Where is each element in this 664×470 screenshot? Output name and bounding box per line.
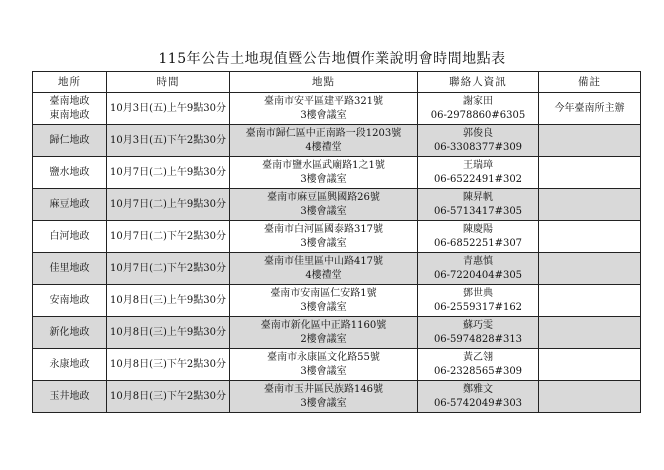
cell-place-line: 3樓會議室 bbox=[300, 237, 347, 249]
cell-time: 10月8日(三)上午9點30分 bbox=[107, 285, 230, 317]
cell-contact-line: 蘇巧雯 bbox=[463, 319, 493, 331]
cell-contact-line: 鄭雅文 bbox=[463, 383, 493, 395]
cell-office bbox=[33, 381, 107, 413]
cell-contact bbox=[418, 189, 539, 221]
table-body bbox=[33, 93, 641, 413]
table-header-row bbox=[33, 72, 641, 93]
cell-contact-line: 06-2559317#162 bbox=[433, 301, 523, 313]
cell-place bbox=[230, 157, 418, 189]
cell-place bbox=[230, 93, 418, 125]
cell-place-line: 3樓會議室 bbox=[300, 109, 347, 121]
cell-office-line: 臺南地政 bbox=[49, 95, 90, 107]
cell-contact bbox=[418, 221, 539, 253]
table-row bbox=[33, 189, 641, 221]
table-row bbox=[33, 349, 641, 381]
cell-contact-line: 謝家田 bbox=[463, 95, 493, 107]
table-row bbox=[33, 125, 641, 157]
cell-note bbox=[539, 317, 641, 349]
cell-office-line: 新化地政 bbox=[49, 326, 90, 338]
cell-place bbox=[230, 285, 418, 317]
cell-office-line: 東南地政 bbox=[49, 109, 90, 121]
cell-time: 10月3日(五)下午2點30分 bbox=[107, 125, 230, 157]
cell-contact-line: 鄧世典 bbox=[463, 287, 493, 299]
cell-note bbox=[539, 285, 641, 317]
cell-contact bbox=[418, 125, 539, 157]
cell-place bbox=[230, 189, 418, 221]
table-row bbox=[33, 285, 641, 317]
cell-office bbox=[33, 157, 107, 189]
cell-time: 10月7日(二)下午2點30分 bbox=[107, 253, 230, 285]
cell-place bbox=[230, 349, 418, 381]
cell-office-line: 永康地政 bbox=[49, 358, 90, 370]
cell-place-line: 3樓會議室 bbox=[300, 173, 347, 185]
cell-place-line: 臺南市安南區仁安路1號 bbox=[270, 287, 377, 299]
cell-place-line: 臺南市歸仁區中正南路一段1203號 bbox=[245, 127, 402, 139]
cell-place-line: 臺南市安平區建平路321號 bbox=[263, 95, 384, 107]
cell-place-line: 4樓禮堂 bbox=[305, 141, 342, 153]
cell-contact bbox=[418, 285, 539, 317]
cell-time: 10月7日(二)上午9點30分 bbox=[107, 189, 230, 221]
cell-place bbox=[230, 381, 418, 413]
cell-office bbox=[33, 221, 107, 253]
cell-office-line: 歸仁地政 bbox=[49, 134, 90, 146]
document-title: 115年公告土地現值暨公告地價作業說明會時間地點表 bbox=[158, 51, 506, 67]
cell-place-line: 臺南市白河區國泰路317號 bbox=[263, 223, 384, 235]
cell-contact-line: 青惠慎 bbox=[463, 255, 493, 267]
cell-office bbox=[33, 349, 107, 381]
cell-place bbox=[230, 125, 418, 157]
cell-place-line: 3樓會議室 bbox=[300, 365, 347, 377]
cell-place bbox=[230, 221, 418, 253]
cell-office-line: 麻豆地政 bbox=[49, 198, 90, 210]
cell-time: 10月8日(三)下午2點30分 bbox=[107, 349, 230, 381]
cell-place bbox=[230, 253, 418, 285]
cell-time: 10月8日(三)上午9點30分 bbox=[107, 317, 230, 349]
cell-time: 10月7日(二)下午2點30分 bbox=[107, 221, 230, 253]
cell-contact-line: 06-3308377#309 bbox=[433, 141, 523, 153]
cell-note bbox=[539, 349, 641, 381]
cell-contact bbox=[418, 381, 539, 413]
cell-place-line: 臺南市玉井區民族路146號 bbox=[263, 383, 384, 395]
cell-note bbox=[539, 189, 641, 221]
cell-office bbox=[33, 253, 107, 285]
cell-contact-line: 陳慶陽 bbox=[463, 223, 493, 235]
header-contact: 聯絡人資訊 bbox=[418, 72, 539, 93]
cell-contact-line: 06-6522491#302 bbox=[433, 173, 523, 185]
header-time: 時間 bbox=[107, 72, 230, 93]
cell-office-line: 安南地政 bbox=[49, 294, 90, 306]
cell-place-line: 4樓禮堂 bbox=[305, 269, 342, 281]
cell-contact-line: 黃乙翎 bbox=[463, 351, 493, 363]
cell-place-line: 3樓會議室 bbox=[300, 397, 347, 409]
cell-contact bbox=[418, 349, 539, 381]
header-office: 地所 bbox=[33, 72, 107, 93]
cell-contact-line: 06-5713417#305 bbox=[433, 205, 523, 217]
cell-place-line: 3樓會議室 bbox=[300, 205, 347, 217]
cell-office bbox=[33, 285, 107, 317]
cell-contact bbox=[418, 253, 539, 285]
cell-place-line: 2樓會議室 bbox=[300, 333, 347, 345]
cell-place-line: 3樓會議室 bbox=[300, 301, 347, 313]
cell-time: 10月3日(五)上午9點30分 bbox=[107, 93, 230, 125]
cell-place-line: 臺南市鹽水區武廟路1之1號 bbox=[262, 159, 385, 171]
table-row bbox=[33, 317, 641, 349]
cell-place-line: 臺南市新化區中正路1160號 bbox=[260, 319, 387, 331]
table-row bbox=[33, 221, 641, 253]
cell-note bbox=[539, 157, 641, 189]
cell-office-line: 佳里地政 bbox=[49, 262, 90, 274]
cell-contact-line: 06-6852251#307 bbox=[433, 237, 523, 249]
table-row bbox=[33, 157, 641, 189]
cell-contact-line: 06-2978860#6305 bbox=[430, 109, 526, 121]
cell-contact-line: 06-2328565#309 bbox=[433, 365, 523, 377]
cell-time: 10月7日(二)上午9點30分 bbox=[107, 157, 230, 189]
cell-office-line: 白河地政 bbox=[49, 230, 90, 242]
table-row bbox=[33, 93, 641, 125]
cell-office bbox=[33, 317, 107, 349]
header-note: 備註 bbox=[539, 72, 641, 93]
cell-note bbox=[539, 381, 641, 413]
cell-contact-line: 06-5974828#313 bbox=[433, 333, 523, 345]
cell-note bbox=[539, 221, 641, 253]
cell-office-line: 鹽水地政 bbox=[49, 166, 90, 178]
cell-contact-line: 06-5742049#303 bbox=[433, 397, 523, 409]
cell-contact-line: 陳昇帆 bbox=[463, 191, 493, 203]
cell-contact-line: 王瑞璋 bbox=[463, 159, 493, 171]
cell-office bbox=[33, 93, 107, 125]
table-row bbox=[33, 381, 641, 413]
cell-contact bbox=[418, 157, 539, 189]
cell-note: 今年臺南所主辦 bbox=[539, 93, 641, 125]
cell-contact-line: 06-7220404#305 bbox=[433, 269, 523, 281]
cell-time: 10月8日(三)下午2點30分 bbox=[107, 381, 230, 413]
cell-office bbox=[33, 189, 107, 221]
cell-contact-line: 郭俊良 bbox=[463, 127, 493, 139]
cell-place-line: 臺南市永康區文化路55號 bbox=[267, 351, 380, 363]
schedule-table bbox=[32, 71, 641, 413]
header-place: 地點 bbox=[230, 72, 418, 93]
cell-place bbox=[230, 317, 418, 349]
cell-place-line: 臺南市麻豆區興國路26號 bbox=[267, 191, 380, 203]
cell-office bbox=[33, 125, 107, 157]
cell-note bbox=[539, 253, 641, 285]
cell-place-line: 臺南市佳里區中山路417號 bbox=[263, 255, 384, 267]
cell-contact bbox=[418, 317, 539, 349]
table-row bbox=[33, 253, 641, 285]
cell-office-line: 玉井地政 bbox=[49, 390, 90, 402]
cell-contact bbox=[418, 93, 539, 125]
cell-note bbox=[539, 125, 641, 157]
